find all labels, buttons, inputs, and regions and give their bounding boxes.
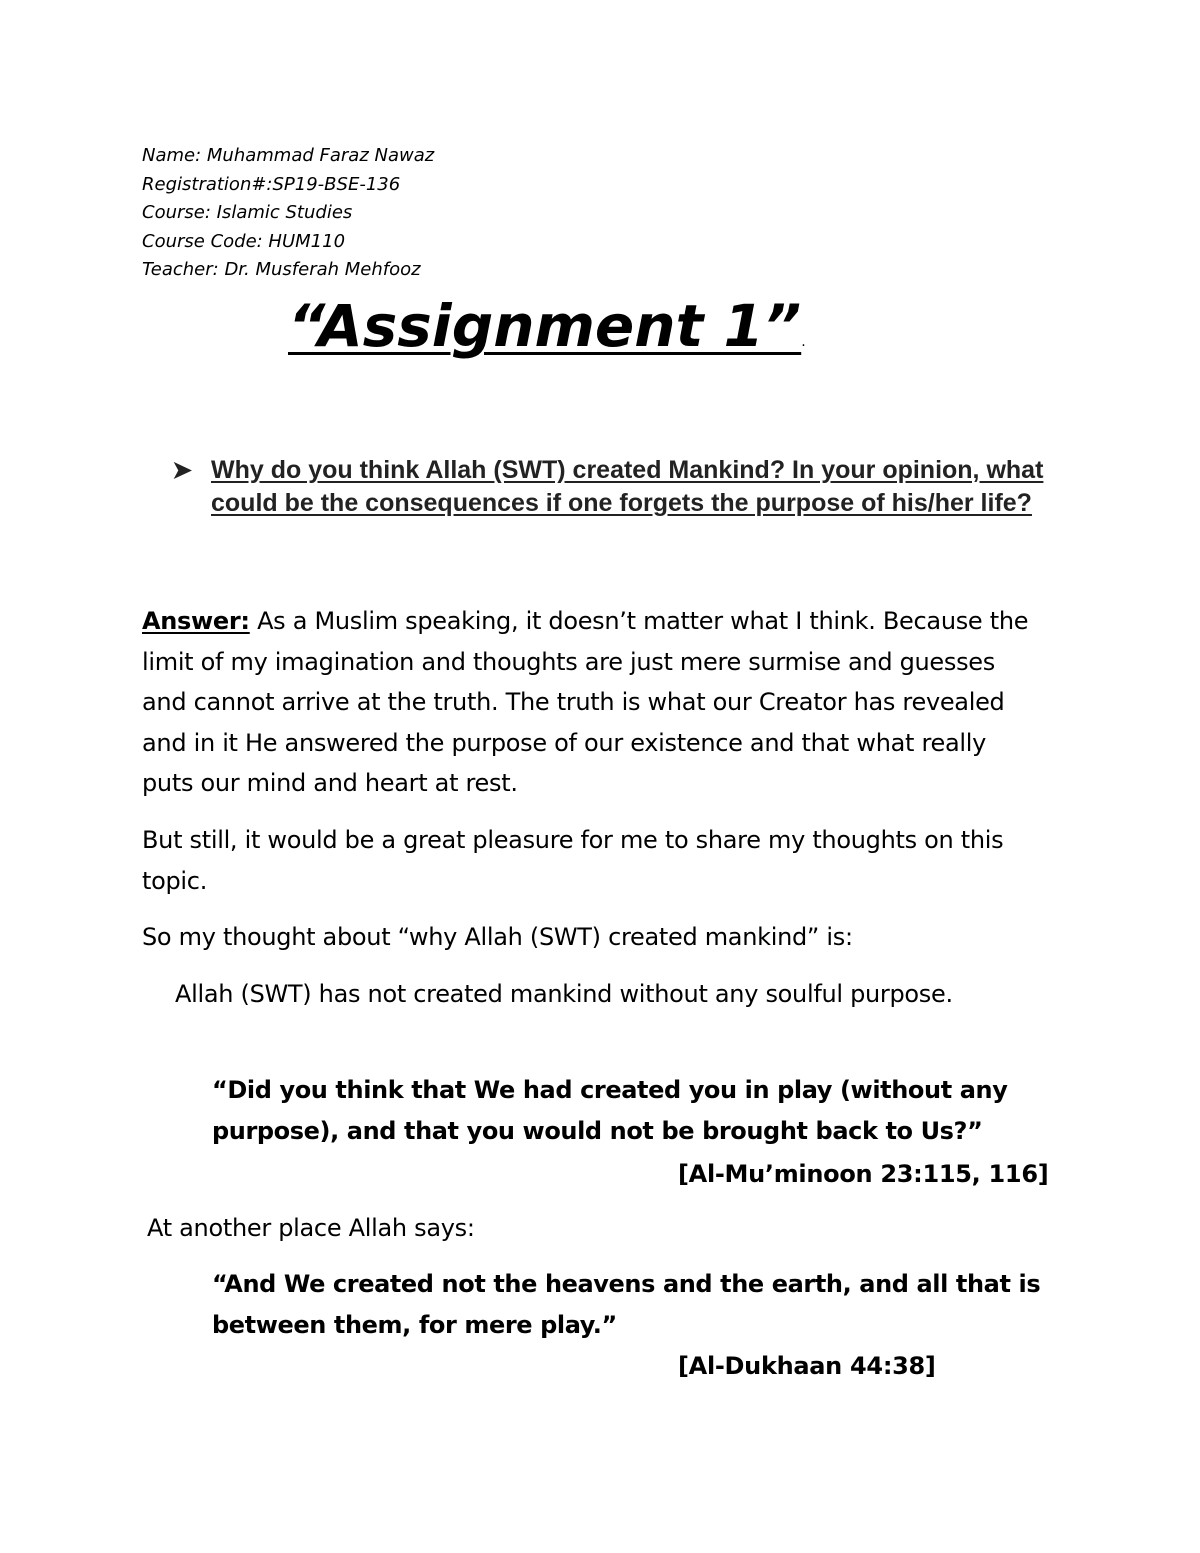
title-trailing-dot: . [801, 334, 806, 350]
answer-paragraph-3: So my thought about “why Allah (SWT) created mankind” is: [142, 923, 853, 951]
answer-paragraph-2: But still, it would be a great pleasure for me to share my thoughts on this topic. [142, 826, 1004, 895]
course-name: Course: Islamic Studies [142, 202, 353, 223]
question-text: Why do you think Allah (SWT) created Mankind? In your opinion, what could be the consequences if one forgets the purpose of his/her life? [211, 456, 1044, 517]
teacher-name: Teacher: Dr. Musferah Mehfooz [142, 259, 421, 280]
registration-number: Registration#:SP19-BSE-136 [142, 173, 401, 195]
quote-1-text: “Did you think that We had created you in play (without any purpose), and that you would not be brought back to Us?” [212, 1076, 1008, 1145]
question-block [172, 454, 1072, 520]
assignment-title [288, 292, 988, 360]
transition-text: At another place Allah says: [147, 1214, 475, 1242]
arrow-bullet-icon: ➤ [172, 457, 193, 484]
quote-2-text: “And We created not the heavens and the earth, and all that is between them, for mere play.” [212, 1270, 1041, 1339]
answer-label: Answer: [142, 607, 250, 635]
answer-paragraph-4: Allah (SWT) has not created mankind without any soulful purpose. [175, 980, 953, 1008]
quote-1-reference: [Al-Mu’minoon 23:115, 116] [678, 1160, 1049, 1188]
student-info-block [142, 142, 434, 285]
answer-paragraph-1-text: As a Muslim speaking, it doesn’t matter what I think. Because the limit of my imagination and thoughts are just mere surmise and guesses and cannot arrive at the truth. The truth is what our Creator has revealed and in it He answered the purpose of our existence and that what really puts our mind and heart at rest. [142, 607, 1029, 797]
student-name: Name: Muhammad Faraz Nawaz [142, 145, 435, 166]
course-code: Course Code: HUM110 [142, 230, 346, 252]
answer-paragraph-1 [142, 601, 1042, 804]
assignment-title-text: “Assignment 1” [288, 292, 802, 360]
quote-2-reference: [Al-Dukhaan 44:38] [678, 1352, 936, 1380]
